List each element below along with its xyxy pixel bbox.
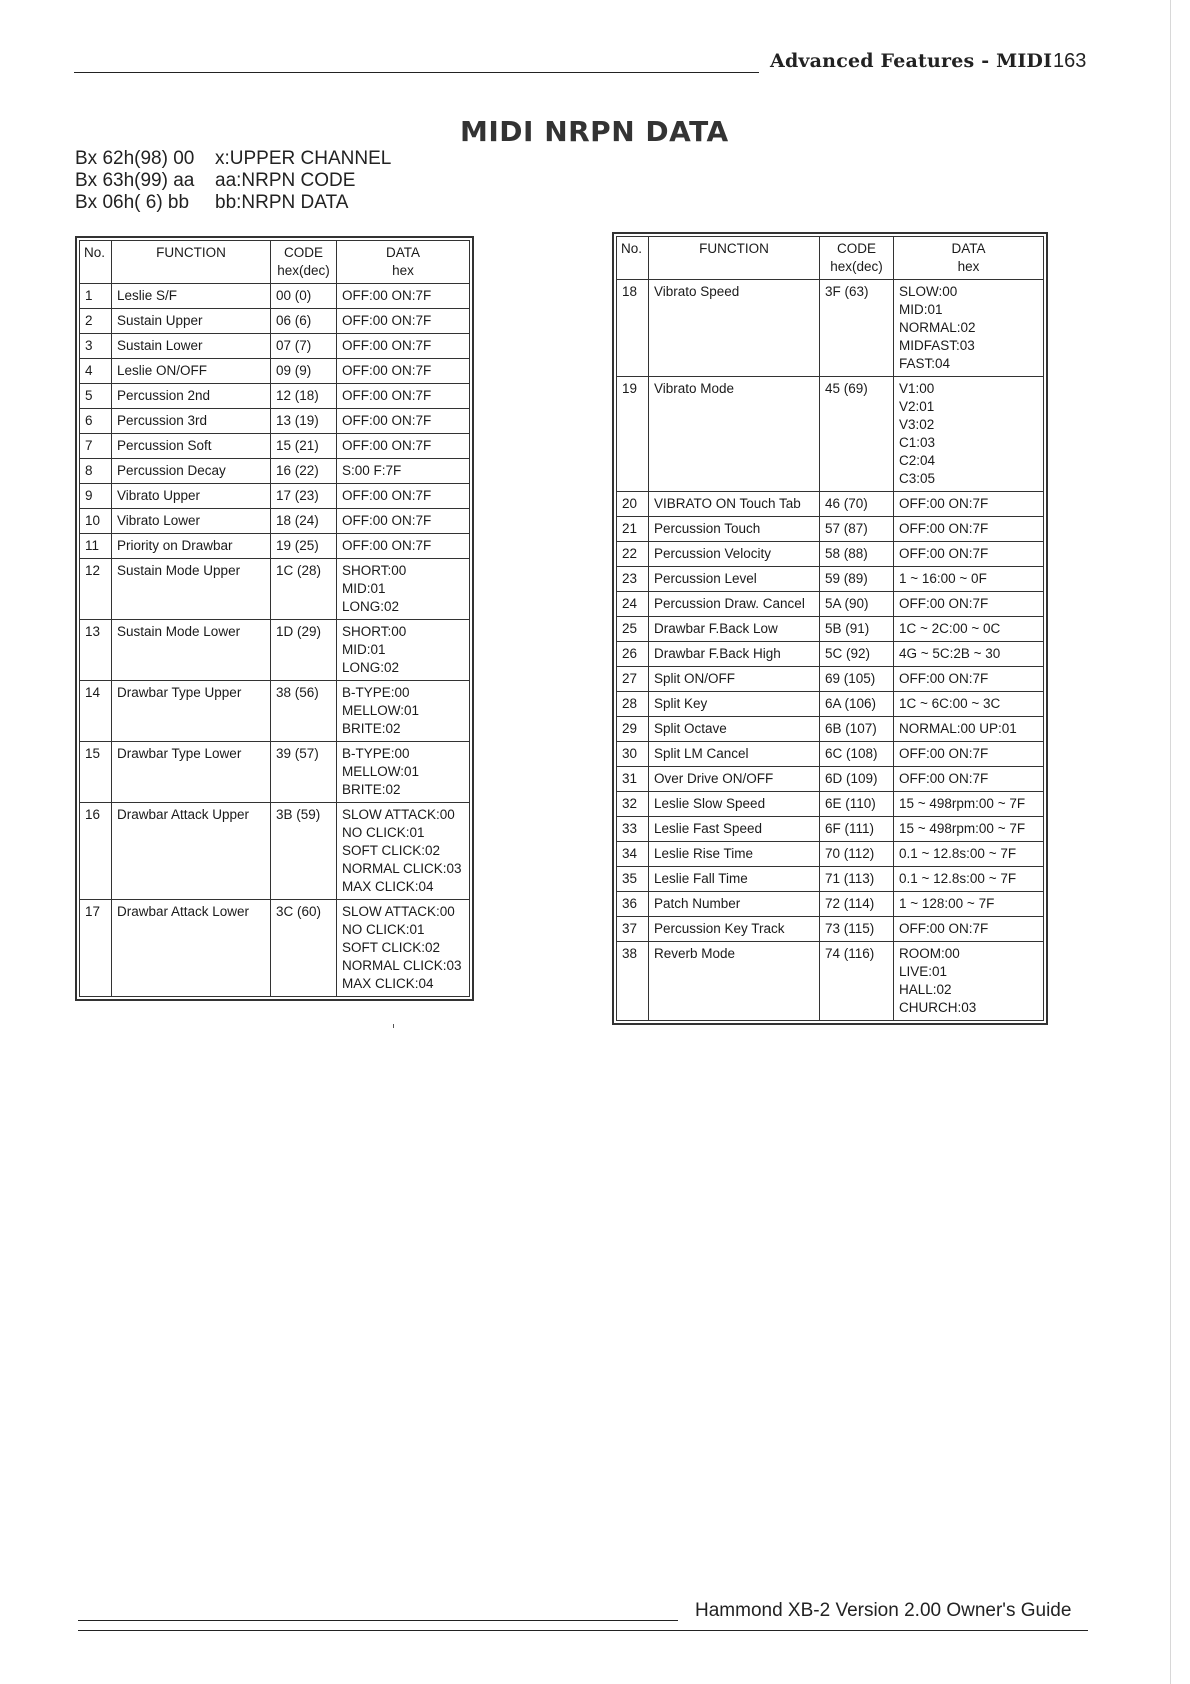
cell-data-line: OFF:00 ON:7F [899, 521, 989, 536]
legend-desc: aa:NRPN CODE [215, 170, 356, 191]
table-row [617, 842, 1044, 867]
section-header: Advanced Features - MIDI [770, 50, 1053, 72]
cell-code: 1C (28) [271, 559, 337, 620]
cell-data-line: 15 ~ 498rpm:00 ~ 7F [899, 796, 1026, 811]
cell-data-line: FAST:04 [899, 356, 951, 371]
cell-function: Percussion Draw. Cancel [649, 592, 820, 617]
cell-data-line: MELLOW:01 [342, 764, 420, 779]
cell-function: Split ON/OFF [649, 667, 820, 692]
cell-code: 6C (108) [820, 742, 894, 767]
cell-data-line: V2:01 [899, 399, 935, 414]
page-edge-line [1170, 0, 1171, 1684]
cell-code: 3F (63) [820, 280, 894, 377]
legend-code: Bx 62h(98) 00 [75, 148, 195, 169]
cell-data [894, 542, 1044, 567]
table-row [617, 280, 1044, 377]
cell-no: 27 [617, 667, 649, 692]
table-row [617, 667, 1044, 692]
cell-function: Sustain Mode Upper [112, 559, 271, 620]
cell-code: 3C (60) [271, 900, 337, 997]
cell-function: Split LM Cancel [649, 742, 820, 767]
nrpn-table-left [75, 236, 474, 1001]
cell-code: 6B (107) [820, 717, 894, 742]
cell-code: 72 (114) [820, 892, 894, 917]
cell-data-line: BRITE:02 [342, 721, 401, 736]
table-row [80, 534, 470, 559]
cell-no: 13 [80, 620, 112, 681]
cell-data [894, 917, 1044, 942]
header-data-line: hex [392, 263, 414, 278]
cell-code: 6A (106) [820, 692, 894, 717]
cell-data-line: MID:01 [342, 642, 386, 657]
cell-data-line: MELLOW:01 [342, 703, 420, 718]
cell-data-line: 1 ~ 128:00 ~ 7F [899, 896, 995, 911]
cell-data [337, 309, 470, 334]
header-rule [74, 72, 759, 73]
cell-data [894, 617, 1044, 642]
table-row [80, 284, 470, 309]
cell-code: 69 (105) [820, 667, 894, 692]
table-row [80, 384, 470, 409]
cell-no: 17 [80, 900, 112, 997]
table-row [80, 434, 470, 459]
cell-code: 3B (59) [271, 803, 337, 900]
cell-data-line: SLOW ATTACK:00 [342, 904, 455, 919]
cell-no: 1 [80, 284, 112, 309]
table-row [80, 459, 470, 484]
table-row [80, 681, 470, 742]
cell-data-line: NORMAL CLICK:03 [342, 958, 462, 973]
cell-data-line: NO CLICK:01 [342, 825, 425, 840]
cell-function: Over Drive ON/OFF [649, 767, 820, 792]
header-code-line: CODE [836, 241, 876, 256]
cell-function: Split Key [649, 692, 820, 717]
table-row [80, 803, 470, 900]
table-body [80, 284, 470, 997]
cell-data [894, 942, 1044, 1021]
cell-data [894, 642, 1044, 667]
cell-data-line: C3:05 [899, 471, 936, 486]
page-number: 163 [1053, 50, 1087, 72]
cell-data-line: SHORT:00 [342, 624, 407, 639]
cell-code: 74 (116) [820, 942, 894, 1021]
cell-no: 8 [80, 459, 112, 484]
cell-no: 22 [617, 542, 649, 567]
cell-data-line: OFF:00 ON:7F [342, 388, 432, 403]
nrpn-legend [75, 148, 391, 214]
cell-data [337, 803, 470, 900]
cell-data-line: MID:01 [899, 302, 943, 317]
cell-data-line: OFF:00 ON:7F [342, 363, 432, 378]
cell-data [337, 559, 470, 620]
cell-data [337, 409, 470, 434]
cell-data-line: CHURCH:03 [899, 1000, 977, 1015]
table-header-row [617, 237, 1044, 280]
cell-data-line: V1:00 [899, 381, 935, 396]
cell-data-line: SOFT CLICK:02 [342, 843, 441, 858]
cell-function: Sustain Lower [112, 334, 271, 359]
table-row [617, 942, 1044, 1021]
cell-code: 15 (21) [271, 434, 337, 459]
cell-data [894, 567, 1044, 592]
cell-data [894, 842, 1044, 867]
header-code [271, 241, 337, 284]
table-row [617, 767, 1044, 792]
cell-data-line: SLOW:00 [899, 284, 958, 299]
table-row [617, 742, 1044, 767]
nrpn-table [79, 240, 470, 997]
cell-data-line: OFF:00 ON:7F [899, 746, 989, 761]
cell-code: 18 (24) [271, 509, 337, 534]
header-code-line: hex(dec) [277, 263, 330, 278]
cell-no: 12 [80, 559, 112, 620]
cell-code: 13 (19) [271, 409, 337, 434]
legend-desc: bb:NRPN DATA [215, 192, 349, 213]
cell-data [894, 492, 1044, 517]
cell-function: Sustain Upper [112, 309, 271, 334]
cell-data [894, 377, 1044, 492]
cell-function: Percussion 2nd [112, 384, 271, 409]
cell-data [337, 284, 470, 309]
cell-data [894, 280, 1044, 377]
cell-data-line: SLOW ATTACK:00 [342, 807, 455, 822]
cell-data [337, 434, 470, 459]
cell-function: Vibrato Upper [112, 484, 271, 509]
scan-mark [393, 1024, 394, 1028]
table-row [617, 792, 1044, 817]
cell-code: 6E (110) [820, 792, 894, 817]
cell-no: 16 [80, 803, 112, 900]
cell-no: 37 [617, 917, 649, 942]
table-row [80, 359, 470, 384]
legend-code: Bx 63h(99) aa [75, 170, 195, 191]
cell-data [894, 667, 1044, 692]
cell-no: 6 [80, 409, 112, 434]
table-row [80, 309, 470, 334]
table-row [617, 917, 1044, 942]
header-function: FUNCTION [649, 237, 820, 280]
cell-data-line: OFF:00 ON:7F [342, 538, 432, 553]
cell-function: Sustain Mode Lower [112, 620, 271, 681]
cell-function: Percussion Level [649, 567, 820, 592]
cell-code: 1D (29) [271, 620, 337, 681]
header-data [894, 237, 1044, 280]
table-row [617, 892, 1044, 917]
cell-code: 58 (88) [820, 542, 894, 567]
legend-code: Bx 06h( 6) bb [75, 192, 190, 213]
cell-data [894, 792, 1044, 817]
cell-data [337, 681, 470, 742]
legend-row [75, 148, 391, 170]
cell-data-line: B-TYPE:00 [342, 746, 410, 761]
cell-data-line: OFF:00 ON:7F [899, 771, 989, 786]
cell-function: Percussion Velocity [649, 542, 820, 567]
cell-function: Vibrato Mode [649, 377, 820, 492]
cell-no: 36 [617, 892, 649, 917]
cell-function: Patch Number [649, 892, 820, 917]
table-row [617, 817, 1044, 842]
cell-data-line: 1 ~ 16:00 ~ 0F [899, 571, 987, 586]
cell-no: 29 [617, 717, 649, 742]
cell-data-line: OFF:00 ON:7F [899, 921, 989, 936]
cell-data [337, 900, 470, 997]
cell-data-line: NORMAL:00 UP:01 [899, 721, 1017, 736]
table-row [80, 559, 470, 620]
table-header-row [80, 241, 470, 284]
cell-data [337, 742, 470, 803]
cell-data [337, 359, 470, 384]
cell-no: 34 [617, 842, 649, 867]
cell-no: 24 [617, 592, 649, 617]
cell-code: 12 (18) [271, 384, 337, 409]
cell-function: Vibrato Speed [649, 280, 820, 377]
legend-row [75, 192, 391, 214]
cell-no: 28 [617, 692, 649, 717]
cell-no: 30 [617, 742, 649, 767]
cell-data [337, 334, 470, 359]
cell-function: Percussion Soft [112, 434, 271, 459]
cell-no: 32 [617, 792, 649, 817]
cell-no: 31 [617, 767, 649, 792]
cell-data-line: LIVE:01 [899, 964, 948, 979]
legend-row [75, 170, 391, 192]
cell-function: Drawbar Type Lower [112, 742, 271, 803]
cell-data-line: OFF:00 ON:7F [342, 513, 432, 528]
table-row [617, 867, 1044, 892]
cell-no: 25 [617, 617, 649, 642]
table-row [80, 900, 470, 997]
cell-data-line: OFF:00 ON:7F [342, 288, 432, 303]
cell-no: 7 [80, 434, 112, 459]
table-row [80, 334, 470, 359]
cell-data [337, 484, 470, 509]
cell-data-line: OFF:00 ON:7F [899, 496, 989, 511]
legend-desc: x:UPPER CHANNEL [215, 148, 392, 169]
cell-function: Drawbar Attack Lower [112, 900, 271, 997]
cell-code: 17 (23) [271, 484, 337, 509]
cell-data [894, 717, 1044, 742]
cell-data-line: HALL:02 [899, 982, 952, 997]
cell-no: 11 [80, 534, 112, 559]
footer-text: Hammond XB-2 Version 2.00 Owner's Guide [695, 1600, 1072, 1621]
cell-data [337, 384, 470, 409]
cell-data-line: 1C ~ 2C:00 ~ 0C [899, 621, 1001, 636]
cell-no: 5 [80, 384, 112, 409]
cell-function: Leslie Rise Time [649, 842, 820, 867]
header-code-line: hex(dec) [830, 259, 883, 274]
cell-function: Leslie ON/OFF [112, 359, 271, 384]
table-row [617, 567, 1044, 592]
cell-code: 00 (0) [271, 284, 337, 309]
table-row [617, 492, 1044, 517]
cell-code: 09 (9) [271, 359, 337, 384]
cell-code: 6F (111) [820, 817, 894, 842]
cell-no: 15 [80, 742, 112, 803]
cell-data [894, 692, 1044, 717]
header-data-line: hex [957, 259, 980, 274]
cell-data-line: MAX CLICK:04 [342, 879, 434, 894]
header-no: No. [80, 241, 112, 284]
cell-no: 18 [617, 280, 649, 377]
footer-rule [78, 1620, 678, 1621]
cell-no: 9 [80, 484, 112, 509]
cell-no: 19 [617, 377, 649, 492]
cell-no: 33 [617, 817, 649, 842]
nrpn-table [616, 236, 1044, 1021]
cell-data-line: NO CLICK:01 [342, 922, 425, 937]
table-row [80, 620, 470, 681]
cell-function: Drawbar Type Upper [112, 681, 271, 742]
cell-data-line: LONG:02 [342, 599, 400, 614]
cell-code: 5B (91) [820, 617, 894, 642]
cell-no: 26 [617, 642, 649, 667]
cell-data-line: 4G ~ 5C:2B ~ 30 [899, 646, 1001, 661]
cell-data-line: OFF:00 ON:7F [899, 671, 989, 686]
cell-function: Drawbar Attack Upper [112, 803, 271, 900]
cell-data [894, 867, 1044, 892]
cell-data-line: C2:04 [899, 453, 936, 468]
cell-no: 4 [80, 359, 112, 384]
cell-function: Reverb Mode [649, 942, 820, 1021]
header-code [820, 237, 894, 280]
cell-function: Leslie S/F [112, 284, 271, 309]
cell-function: Percussion Touch [649, 517, 820, 542]
cell-code: 57 (87) [820, 517, 894, 542]
cell-code: 70 (112) [820, 842, 894, 867]
table-row [617, 592, 1044, 617]
cell-data [894, 742, 1044, 767]
table-row [80, 409, 470, 434]
table-row [617, 542, 1044, 567]
cell-no: 14 [80, 681, 112, 742]
cell-function: Percussion 3rd [112, 409, 271, 434]
cell-code: 38 (56) [271, 681, 337, 742]
cell-data-line: MIDFAST:03 [899, 338, 975, 353]
cell-data-line: NORMAL CLICK:03 [342, 861, 462, 876]
header-code-line: CODE [283, 245, 323, 260]
cell-data-line: OFF:00 ON:7F [342, 313, 432, 328]
cell-data [894, 592, 1044, 617]
cell-function: Leslie Fall Time [649, 867, 820, 892]
cell-data-line: 15 ~ 498rpm:00 ~ 7F [899, 821, 1026, 836]
header-data-line: DATA [951, 241, 986, 256]
cell-data-line: S:00 F:7F [342, 463, 402, 478]
cell-data [894, 892, 1044, 917]
table-row [617, 642, 1044, 667]
cell-data [894, 817, 1044, 842]
table-row [617, 377, 1044, 492]
cell-data [337, 534, 470, 559]
cell-function: Percussion Decay [112, 459, 271, 484]
footer-rule [78, 1630, 1088, 1631]
cell-data-line: OFF:00 ON:7F [342, 338, 432, 353]
cell-function: Leslie Slow Speed [649, 792, 820, 817]
header-data-line: DATA [385, 245, 420, 260]
cell-data-line: MID:01 [342, 581, 386, 596]
cell-data-line: OFF:00 ON:7F [342, 488, 432, 503]
cell-no: 21 [617, 517, 649, 542]
header-function: FUNCTION [112, 241, 271, 284]
cell-data [337, 459, 470, 484]
cell-function: Percussion Key Track [649, 917, 820, 942]
table-row [80, 509, 470, 534]
cell-function: Vibrato Lower [112, 509, 271, 534]
nrpn-table-right [612, 232, 1048, 1025]
cell-data-line: LONG:02 [342, 660, 400, 675]
cell-code: 06 (6) [271, 309, 337, 334]
cell-code: 39 (57) [271, 742, 337, 803]
cell-no: 2 [80, 309, 112, 334]
cell-code: 46 (70) [820, 492, 894, 517]
header-no: No. [617, 237, 649, 280]
cell-code: 71 (113) [820, 867, 894, 892]
cell-data-line: SOFT CLICK:02 [342, 940, 441, 955]
cell-code: 45 (69) [820, 377, 894, 492]
cell-data [337, 509, 470, 534]
cell-code: 59 (89) [820, 567, 894, 592]
cell-data-line: 1C ~ 6C:00 ~ 3C [899, 696, 1001, 711]
table-row [617, 517, 1044, 542]
cell-no: 35 [617, 867, 649, 892]
cell-data [894, 517, 1044, 542]
table-row [80, 742, 470, 803]
cell-data-line: B-TYPE:00 [342, 685, 410, 700]
cell-function: Drawbar F.Back High [649, 642, 820, 667]
cell-code: 5A (90) [820, 592, 894, 617]
table-body [617, 280, 1044, 1021]
cell-data-line: BRITE:02 [342, 782, 401, 797]
cell-function: Priority on Drawbar [112, 534, 271, 559]
page-title: MIDI NRPN DATA [460, 115, 729, 148]
cell-data-line: MAX CLICK:04 [342, 976, 434, 991]
cell-data [337, 620, 470, 681]
cell-function: Drawbar F.Back Low [649, 617, 820, 642]
cell-data [894, 767, 1044, 792]
header-data [337, 241, 470, 284]
cell-data-line: OFF:00 ON:7F [899, 546, 989, 561]
cell-no: 3 [80, 334, 112, 359]
cell-data-line: C1:03 [899, 435, 936, 450]
cell-function: VIBRATO ON Touch Tab [649, 492, 820, 517]
cell-code: 07 (7) [271, 334, 337, 359]
table-row [617, 717, 1044, 742]
cell-no: 38 [617, 942, 649, 1021]
cell-no: 23 [617, 567, 649, 592]
cell-data-line: V3:02 [899, 417, 935, 432]
cell-data-line: OFF:00 ON:7F [899, 596, 989, 611]
cell-data-line: 0.1 ~ 12.8s:00 ~ 7F [899, 871, 1017, 886]
cell-code: 5C (92) [820, 642, 894, 667]
cell-data-line: ROOM:00 [899, 946, 960, 961]
cell-code: 16 (22) [271, 459, 337, 484]
table-row [617, 692, 1044, 717]
cell-data-line: 0.1 ~ 12.8s:00 ~ 7F [899, 846, 1017, 861]
cell-no: 10 [80, 509, 112, 534]
cell-data-line: SHORT:00 [342, 563, 407, 578]
cell-data-line: OFF:00 ON:7F [342, 438, 432, 453]
table-row [80, 484, 470, 509]
cell-function: Leslie Fast Speed [649, 817, 820, 842]
table-row [617, 617, 1044, 642]
cell-code: 6D (109) [820, 767, 894, 792]
cell-code: 73 (115) [820, 917, 894, 942]
cell-no: 20 [617, 492, 649, 517]
cell-code: 19 (25) [271, 534, 337, 559]
cell-data-line: OFF:00 ON:7F [342, 413, 432, 428]
cell-data-line: NORMAL:02 [899, 320, 976, 335]
cell-function: Split Octave [649, 717, 820, 742]
